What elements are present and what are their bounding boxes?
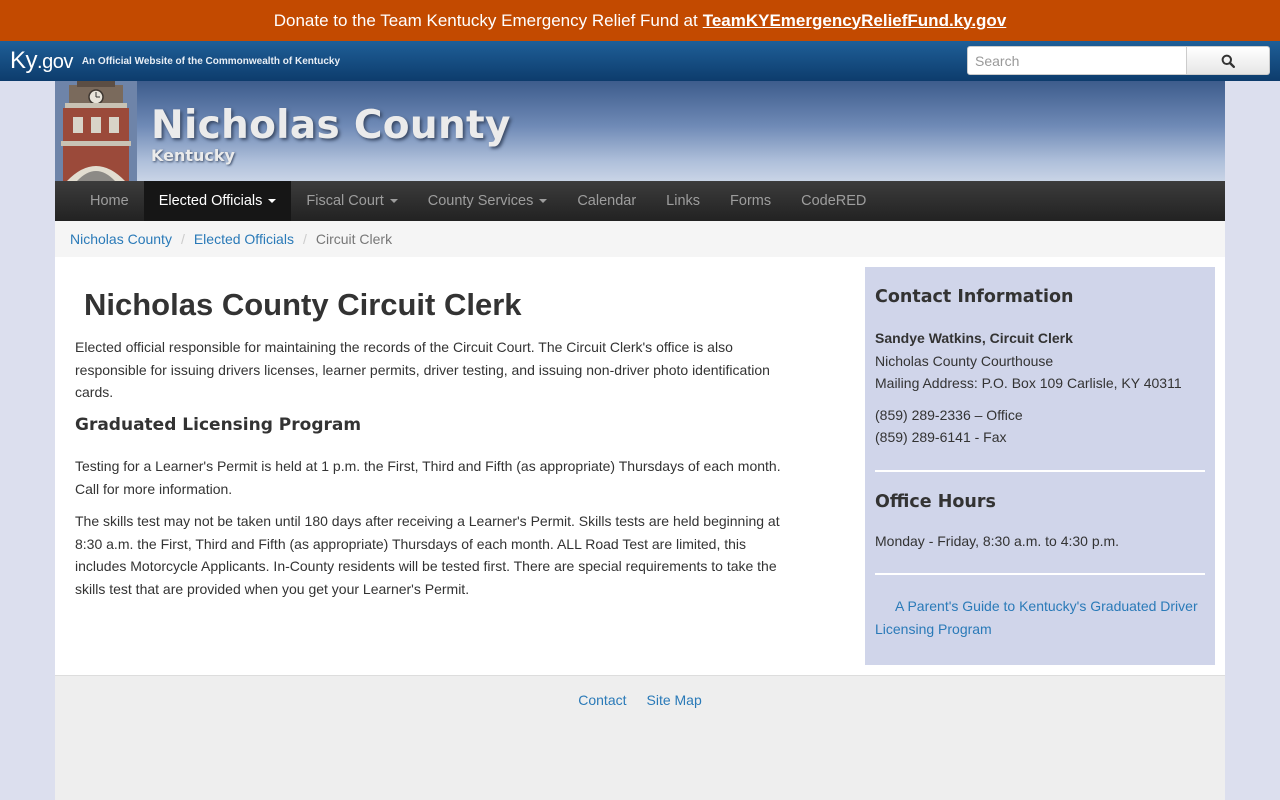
county-title: Nicholas County bbox=[151, 103, 511, 148]
page-title: Nicholas County Circuit Clerk bbox=[84, 287, 522, 322]
intro-paragraph: Elected official responsible for maintaining the records of the Circuit Court. The Circuit Clerk's office is also responsible for issuing drivers licenses, learner permits, driver testing, and issuing non-driver photo identification cards. bbox=[75, 339, 770, 400]
breadcrumb-separator: / bbox=[180, 231, 185, 247]
page-container bbox=[55, 81, 1225, 800]
kygov-header bbox=[0, 41, 1280, 81]
nav-label: Calendar bbox=[577, 193, 637, 209]
mailing-address: Mailing Address: P.O. Box 109 Carlisle, KY 40311 bbox=[875, 375, 1182, 391]
search-form bbox=[967, 46, 1270, 75]
courthouse-name: Nicholas County Courthouse bbox=[875, 352, 1054, 369]
breadcrumb bbox=[55, 221, 1225, 257]
nav-county-services[interactable] bbox=[413, 181, 563, 221]
search-input[interactable] bbox=[967, 46, 1187, 75]
divider bbox=[875, 573, 1205, 575]
kygov-logo-main: Ky bbox=[10, 47, 38, 74]
kygov-logo-suffix: .gov bbox=[37, 51, 73, 73]
donate-link[interactable]: TeamKYEmergencyReliefFund.ky.gov bbox=[702, 10, 1007, 30]
nav-home[interactable] bbox=[75, 181, 144, 221]
caret-down-icon bbox=[539, 199, 547, 203]
county-banner bbox=[55, 81, 1225, 181]
nav-label: Fiscal Court bbox=[306, 193, 384, 209]
breadcrumb-separator: / bbox=[302, 231, 307, 247]
breadcrumb-link-home[interactable]: Nicholas County bbox=[70, 231, 172, 247]
caret-down-icon bbox=[268, 199, 276, 203]
nav-label: Elected Officials bbox=[158, 193, 263, 209]
nav-label: County Services bbox=[427, 193, 534, 209]
search-icon bbox=[1221, 54, 1235, 68]
footer-contact-link[interactable]: Contact bbox=[578, 692, 627, 708]
nav-label: Forms bbox=[730, 193, 772, 209]
main-content bbox=[75, 336, 795, 610]
nav-fiscal-court[interactable] bbox=[291, 181, 412, 221]
search-button[interactable] bbox=[1187, 46, 1270, 75]
nav-links[interactable] bbox=[651, 181, 715, 221]
office-phone: (859) 289-2336 – Office bbox=[875, 406, 1023, 423]
nav-label: CodeRED bbox=[801, 193, 867, 209]
donate-banner bbox=[0, 0, 1280, 41]
parents-guide-link[interactable]: A Parent's Guide to Kentucky's Graduated Driver Licensing Program bbox=[875, 598, 1198, 637]
nav-codered[interactable] bbox=[786, 181, 881, 221]
footer-site-map-link[interactable]: Site Map bbox=[646, 692, 702, 708]
nav-label: Home bbox=[90, 193, 129, 209]
main-nav bbox=[55, 181, 1225, 221]
nav-label: Links bbox=[666, 193, 701, 209]
caret-down-icon bbox=[390, 199, 398, 203]
office-hours-heading: Office Hours bbox=[875, 491, 996, 512]
county-state: Kentucky bbox=[151, 146, 235, 165]
divider bbox=[875, 470, 1205, 472]
breadcrumb-link-elected-officials[interactable]: Elected Officials bbox=[193, 231, 294, 247]
nav-forms[interactable] bbox=[715, 181, 786, 221]
breadcrumb-current: Circuit Clerk bbox=[315, 231, 393, 247]
donate-text: Donate to the Team Kentucky Emergency Relief Fund at bbox=[273, 10, 698, 30]
nav-elected-officials[interactable] bbox=[144, 181, 292, 221]
footer bbox=[55, 675, 1225, 800]
kygov-tagline: An Official Website of the Commonwealth of Kentucky bbox=[81, 55, 341, 67]
clock-tower-image bbox=[55, 81, 137, 181]
skills-test-paragraph: The skills test may not be taken until 180 days after receiving a Learner's Permit. Skills tests are held beginning at 8:30 a.m. the First, Third and Fifth (as appropriate) Thursdays of each month. ALL Road Test are limited, this includes Motorcycle Applicants. In-County residents will be tested first. There are special requirements to take the skills test that are provided when you get your Learner's Permit. bbox=[75, 513, 780, 597]
clerk-name: Sandye Watkins, Circuit Clerk bbox=[875, 330, 1073, 346]
office-hours-text: Monday - Friday, 8:30 a.m. to 4:30 p.m. bbox=[875, 532, 1120, 549]
nav-calendar[interactable] bbox=[562, 181, 651, 221]
kygov-logo[interactable] bbox=[10, 47, 73, 75]
fax-number: (859) 289-6141 - Fax bbox=[875, 429, 1007, 445]
learner-permit-paragraph: Testing for a Learner's Permit is held at 1 p.m. the First, Third and Fifth (as appropriate) Thursdays of each month. Call for more information. bbox=[75, 458, 781, 497]
contact-heading: Contact Information bbox=[875, 287, 1074, 307]
spacer bbox=[875, 395, 1205, 404]
contact-sidebar bbox=[865, 267, 1215, 665]
section-heading: Graduated Licensing Program bbox=[75, 414, 362, 435]
